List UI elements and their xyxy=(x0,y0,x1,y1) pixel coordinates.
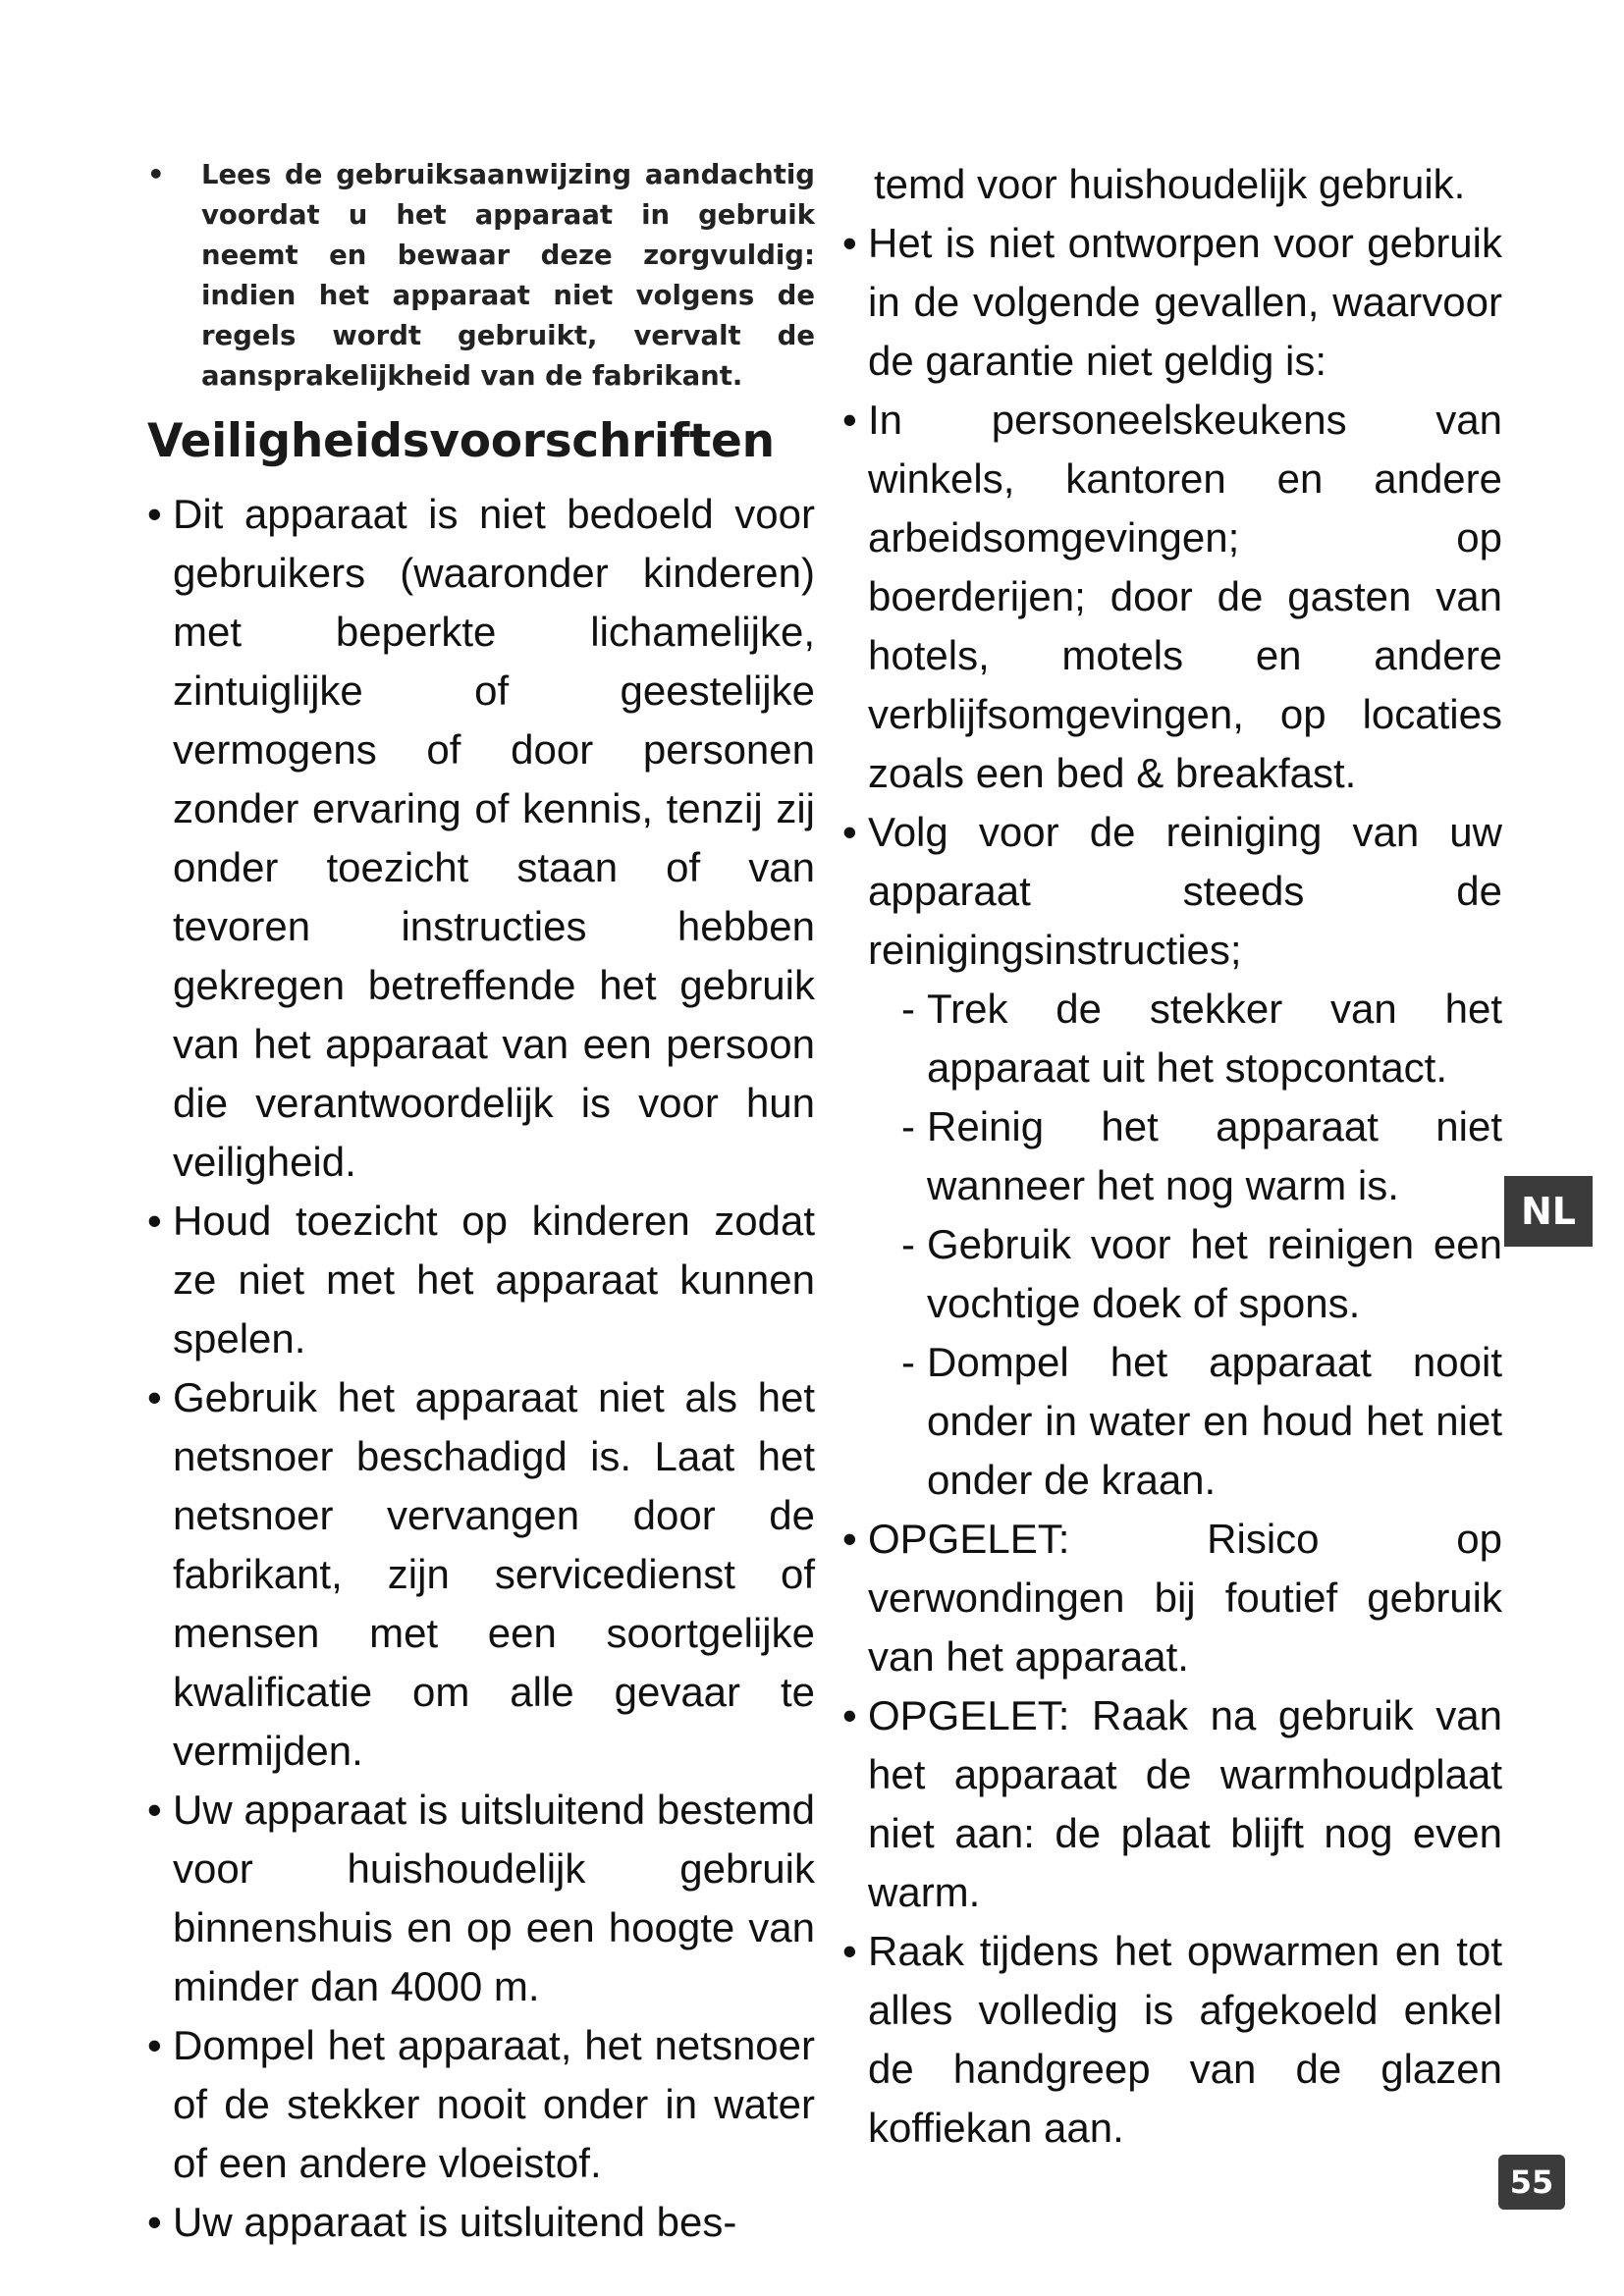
safety-item-children: • Houd toezicht op kinderen zodat ze niet met het apparaat kunnen spelen. xyxy=(147,1192,815,1368)
section-heading: Veiligheidsvoorschriften xyxy=(147,414,775,468)
cleaning-step-no-immersion: - Dompel het apparaat nooit onder in water en houd het niet onder de kraan. xyxy=(901,1333,1502,1510)
safety-item-not-designed: • Het is niet ontworpen voor gebruik in de volgende gevallen, waarvoor de garantie niet geldig is: xyxy=(842,214,1502,391)
safety-list-right xyxy=(842,214,1502,2158)
left-column xyxy=(147,155,815,2252)
intro-text: • Lees de gebruiksaanwijzing aandachtig voordat u het apparaat in gebruik neemt en bewaar deze zorgvuldig: indien het apparaat niet volgens de regels wordt gebruikt, vervalt de aansprakelijkheid van de fabrikant. xyxy=(147,155,815,397)
safety-list-left xyxy=(147,485,815,2252)
cleaning-step-damp-cloth: - Gebruik voor het reinigen een vochtige doek of spons. xyxy=(901,1215,1502,1333)
safety-item-immersion: • Dompel het apparaat, het netsnoer of de stekker nooit onder in water of een andere vloeistof. xyxy=(147,2016,815,2193)
language-tab: NL xyxy=(1504,1176,1593,1247)
intro-list xyxy=(147,155,815,397)
safety-item-staff-kitchens: • In personeelskeukens van winkels, kantoren en andere arbeidsomgevingen; op boerderijen; door de gasten van hotels, motels en andere verblijfsomgevingen, op locaties zoals een bed & breakfast. xyxy=(842,391,1502,803)
safety-item-handle: • Raak tijdens het opwarmen en tot alles volledig is afgekoeld enkel de handgreep van de glazen koffiekan aan. xyxy=(842,1922,1502,2158)
safety-item-household-use: • Uw apparaat is uitsluitend bestemd voor huishoudelijk gebruik binnenshuis en op een hoogte van minder dan 4000 m. xyxy=(147,1781,815,2016)
cleaning-step-not-warm: - Reinig het apparaat niet wanneer het nog warm is. xyxy=(901,1097,1502,1215)
safety-item-cleaning xyxy=(842,803,1502,1510)
continued-text: temd voor huishoudelijk gebruik. xyxy=(874,161,1466,207)
cleaning-intro: Volg voor de reiniging van uw apparaat steeds de reinigingsinstructies; xyxy=(868,809,1502,973)
cleaning-step-unplug: - Trek de stekker van het apparaat uit het stopcontact. xyxy=(901,980,1502,1097)
right-column xyxy=(842,155,1502,2158)
safety-item-warning-injury: • OPGELET: Risico op verwondingen bij foutief gebruik van het apparaat. xyxy=(842,1510,1502,1686)
safety-item-warning-plate: • OPGELET: Raak na gebruik van het apparaat de warmhoudplaat niet aan: de plaat blijft nog even warm. xyxy=(842,1686,1502,1922)
safety-item-power-cord: • Gebruik het apparaat niet als het netsnoer beschadigd is. Laat het netsnoer vervangen door de fabrikant, zijn servicedienst of mensen met een soortgelijke kwalificatie om alle gevaar te vermijden. xyxy=(147,1368,815,1781)
page-number: 55 xyxy=(1498,2155,1565,2210)
safety-item-supervision-users: • Dit apparaat is niet bedoeld voor gebruikers (waaronder kinderen) met beperkte lichamelijke, zintuiglijke of geestelijke vermogens of door personen zonder ervaring of kennis, tenzij zij onder toezicht staan of van tevoren instructies hebben gekregen betreffende het gebruik van het apparaat van een persoon die verantwoordelijk is voor hun veiligheid. xyxy=(147,485,815,1192)
safety-item-exclusive-use: • Uw apparaat is uitsluitend bes- xyxy=(147,2193,815,2252)
cleaning-steps xyxy=(868,980,1502,1510)
